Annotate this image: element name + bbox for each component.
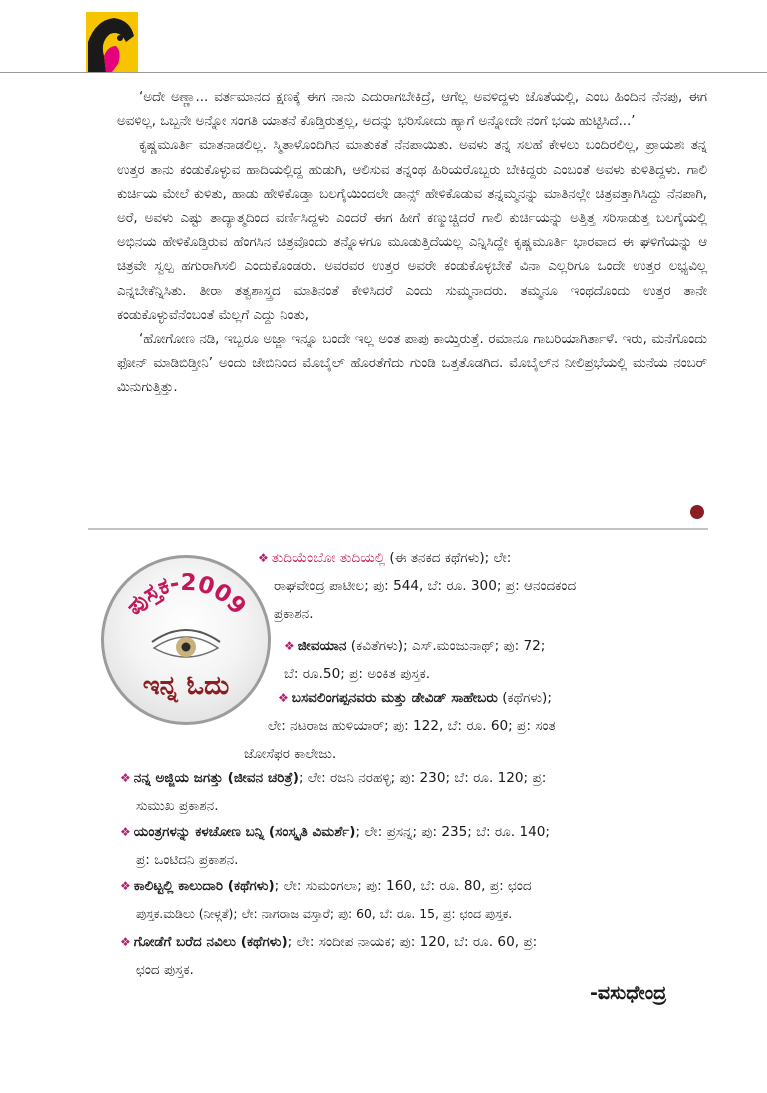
diamond-bullet-icon: ❖ bbox=[278, 691, 289, 705]
diamond-bullet-icon: ❖ bbox=[120, 771, 131, 785]
story-paragraph: ‘ಅದೇ ಅಣ್ಣಾ... ವರ್ತಮಾನದ ಕ್ಷಣಕ್ಕೆ ಈಗ ನಾನು ಎದುರಾಗಬೇಕಿದ್ರೆ, ಆಗೆಲ್ಲ ಅವಳಿದ್ದಳು ಜೊತೆಯಲ್ಲಿ, ಎಂಬ ಹಿಂದಿನ ನೆನಪು, ಈಗ ಅವಳಿಲ್ಲ, ಒಬ್ಬನೇ ಅನ್ನೋ ಸಂಗತಿ ಯಾತನೆ ಕೊಡ್ತಿರುತ್ತಲ್ಲ, ಅದನ್ನು ಭರಿಸೋದು ಹ್ಯಾಗೆ ಅನ್ನೋದೇ ನಂಗೆ ಭಯ ಹುಟ್ಟಿಸಿದೆ...’ bbox=[117, 90, 707, 130]
book-entry: ❖ ನನ್ನ ಅಜ್ಜಿಯ ಜಗತ್ತು (ಜೀವನ ಚರಿತ್ರೆ); ಲೇ: ರಜನಿ ನರಹಳ್ಳಿ; ಪು: 230; ಬೆ: ರೂ. 120; ಪ್ರ: ಸುಮುಖ ಪ್ರಕಾಶನ. bbox=[120, 770, 547, 814]
book-entry: ❖ ಬಸವಲಿಂಗಪ್ಪನವರು ಮತ್ತು ಡೇವಿಡ್ ಸಾಹೇಬರು (ಕಥೆಗಳು); ಲೇ: ನಟರಾಜ ಹುಳಿಯಾರ್; ಪು: 122, ಬೆ: ರೂ. 60; ಪ್ರ: ಸಂತ ಜೋಸೆಫರ ಕಾಲೇಜು. bbox=[244, 690, 556, 762]
diamond-bullet-icon: ❖ bbox=[258, 551, 269, 565]
diamond-bullet-icon: ❖ bbox=[120, 825, 131, 839]
header-rule bbox=[0, 72, 767, 73]
books-2009-badge bbox=[101, 555, 271, 725]
author-signature: -ವಸುಧೇಂದ್ರ bbox=[590, 982, 667, 1004]
svg-text:ಪುಸ್ತಕ-2009 bbox=[121, 570, 251, 620]
section-divider bbox=[88, 528, 708, 530]
story-body bbox=[117, 86, 707, 401]
book-entry: ❖ ಕಾಲಿಟ್ಟಲ್ಲಿ ಕಾಲುದಾರಿ (ಕಥೆಗಳು); ಲೇ: ಸುಮಂಗಲಾ; ಪು: 160, ಬೆ: ರೂ. 80, ಪ್ರ: ಛಂದ ಪುಸ್ತಕ.ಮಡಿಲು (ನೀಳ್ಗತೆ); ಲೇ: ನಾಗರಾಜ ವಸ್ತಾರೆ; ಪು: 60, ಬೆ: ರೂ. 15, ಪ್ರ: ಛಂದ ಪುಸ್ತಕ. bbox=[120, 878, 532, 921]
story-paragraph: ಕೃಷ್ಣಮೂರ್ತಿ ಮಾತನಾಡಲಿಲ್ಲ. ಸ್ಮಿತಾಳೊಂದಿಗಿನ ಮಾತುಕತೆ ನೆನಪಾಯಿತು. ಅವಳು ತನ್ನ ಸಲಹೆ ಕೇಳಲು ಬಂದಿರಲಿಲ್ಲ, ಪ್ರಾಯಶಃ ತನ್ನ ಉತ್ತರ ತಾನು ಕಂಡುಕೊಳ್ಳುವ ಹಾದಿಯಲ್ಲಿದ್ದ ಹುಡುಗಿ, ಆಲಿಸುವ ತನ್ನಂಥ ಹಿರಿಯರೊಬ್ಬರು ಬೇಕಿದ್ದರು ಎಂಬಂತೆ ಅವಳು ಕುಳಿತಿದ್ದಳು. ಗಾಲಿ ಕುರ್ಚಿಯ ಮೇಲೆ ಕುಳಿತು, ಹಾಡು ಹೇಳಿಕೊಡ್ತಾ ಬಲಗೈಯಿಂದಲೇ ಡಾನ್ಸ್ ಹೇಳಿಕೊಡುವ ತನ್ನಮ್ಮನನ್ನು ಮಾತಿನಲ್ಲೇ ಚಿತ್ರವತ್ತಾಗಿಸಿದ್ದು ನೆನಪಾಗಿ, ಅರೆ, ಅವಳು ಎಷ್ಟು ತಾದ್ಯಾತ್ಮದಿಂದ ವರ್ಣಿಸಿದ್ದಳು ಎಂದರೆ ಈಗ ಹೀಗೆ ಕಣ್ಮುಚ್ಚಿದರೆ ಗಾಲಿ ಕುರ್ಚಿಯನ್ನು ಅತ್ತಿತ್ತ ಸರಿಸಾಡುತ್ತ ಬಲಗೈಯಲ್ಲಿ ಅಭಿನಯ ಹೇಳಿಕೊಡ್ತಿರುವ ಹೆಂಗಸಿನ ಚಿತ್ರವೊಂದು ತನ್ನೊಳಗೂ ಮೂಡುತ್ತಿದೆಯಲ್ಲ ಎನ್ನಿಸಿದ್ದೇ ಕೃಷ್ಣಮೂರ್ತಿ ಭಾರವಾದ ಈ ಘಳಿಗೆಯನ್ನು ಆ ಚಿತ್ರವೇ ಸ್ವಲ್ಪ ಹಗುರಾಗಿಸಲಿ ಎಂದುಕೊಂಡರು. ಅವರವರ ಉತ್ತರ ಅವರೇ ಕಂಡುಕೊಳ್ಳಬೇಕೆ ವಿನಾ ಎಲ್ಲರಿಗೂ ಒಂದೇ ಉತ್ತರ ಲಭ್ಯವಿಲ್ಲ ಎನ್ನಬೇಕೆನ್ನಿಸಿತು. ತೀರಾ ತತ್ವಶಾಸ್ತ್ರದ ಮಾತಿನಂತೆ ಕೇಳಿಸಿದರೆ ಎಂದು ಸುಮ್ಮನಾದರು. ತಮ್ಮನೂ ಇಂಥದೊಂದು ಉತ್ತರ ತಾನೇ ಕಂಡುಕೊಳ್ಳುವೆನೆಂಬಂತೆ ಮೆಲ್ಲಗೆ ಎದ್ದು ನಿಂತು, bbox=[117, 138, 707, 323]
book-entry: ❖ ತುದಿಯೆಂಬೋ ತುದಿಯಲ್ಲಿ (ಈ ತನಕದ ಕಥೆಗಳು); ಲೇ: ರಾಘವೇಂದ್ರ ಪಾಟೀಲ; ಪು: 544, ಬೆ: ರೂ. 300; ಪ್ರ: ಆನಂದಕಂದ ಪ್ರಕಾಶನ. bbox=[258, 550, 577, 622]
story-paragraph: ‘ಹೋಗೋಣ ನಡಿ, ಇಬ್ಬರೂ ಅಜ್ಜಾ ಇನ್ನೂ ಬಂದೇ ಇಲ್ಲ ಅಂತ ಪಾಪು ಕಾಯ್ತಿರುತ್ತೆ. ರಮಾನೂ ಗಾಬರಿಯಾಗಿರ್ತಾಳೆ. ಇರು, ಮನೆಗೊಂದು ಫೋನ್ ಮಾಡಿಬಿಡ್ತೀನಿ’ ಅಂದು ಜೇಬಿನಿಂದ ಮೊಬೈಲ್ ಹೊರತೆಗೆದು ಗುಂಡಿ ಒತ್ತತೊಡಗಿದ. ಮೊಬೈಲ್‌ನ ನೀಲಿಪ್ರಭೆಯಲ್ಲಿ ಮನೆಯ ನಂಬರ್ ಮಿನುಗುತ್ತಿತ್ತು. bbox=[117, 332, 707, 396]
eye-icon bbox=[152, 630, 220, 657]
magazine-logo-icon bbox=[86, 12, 138, 72]
diamond-bullet-icon: ❖ bbox=[284, 639, 295, 653]
book-entry: ❖ ಜೀವಯಾನ (ಕವಿತೆಗಳು); ಎಸ್.ಮಂಜುನಾಥ್; ಪು: 72; ಬೆ: ರೂ.50; ಪ್ರ: ಅಂಕಿತ ಪುಸ್ತಕ. bbox=[284, 638, 546, 682]
badge-sub-text: ಇನ್ನ ಓದು bbox=[142, 671, 230, 701]
book-entry: ❖ ಗೋಡೆಗೆ ಬರೆದ ನವಿಲು (ಕಥೆಗಳು); ಲೇ: ಸಂದೀಪ ನಾಯಕ; ಪು: 120, ಬೆ: ರೂ. 60, ಪ್ರ: ಛಂದ ಪುಸ್ತಕ. bbox=[120, 934, 538, 978]
story-end-dot-icon bbox=[690, 505, 704, 519]
diamond-bullet-icon: ❖ bbox=[120, 879, 131, 893]
diamond-bullet-icon: ❖ bbox=[120, 935, 131, 949]
book-entry: ❖ ಯಂತ್ರಗಳನ್ನು ಕಳಚೋಣ ಬನ್ನಿ (ಸಂಸ್ಕೃತಿ ವಿಮರ್ಶೆ); ಲೇ: ಪ್ರಸನ್ನ; ಪು: 235; ಬೆ: ರೂ. 140; ಪ್ರ: ಒಂಟಿದನಿ ಪ್ರಕಾಶನ. bbox=[120, 824, 550, 868]
badge-year-text: ಪುಸ್ತಕ-2009 bbox=[121, 569, 252, 621]
